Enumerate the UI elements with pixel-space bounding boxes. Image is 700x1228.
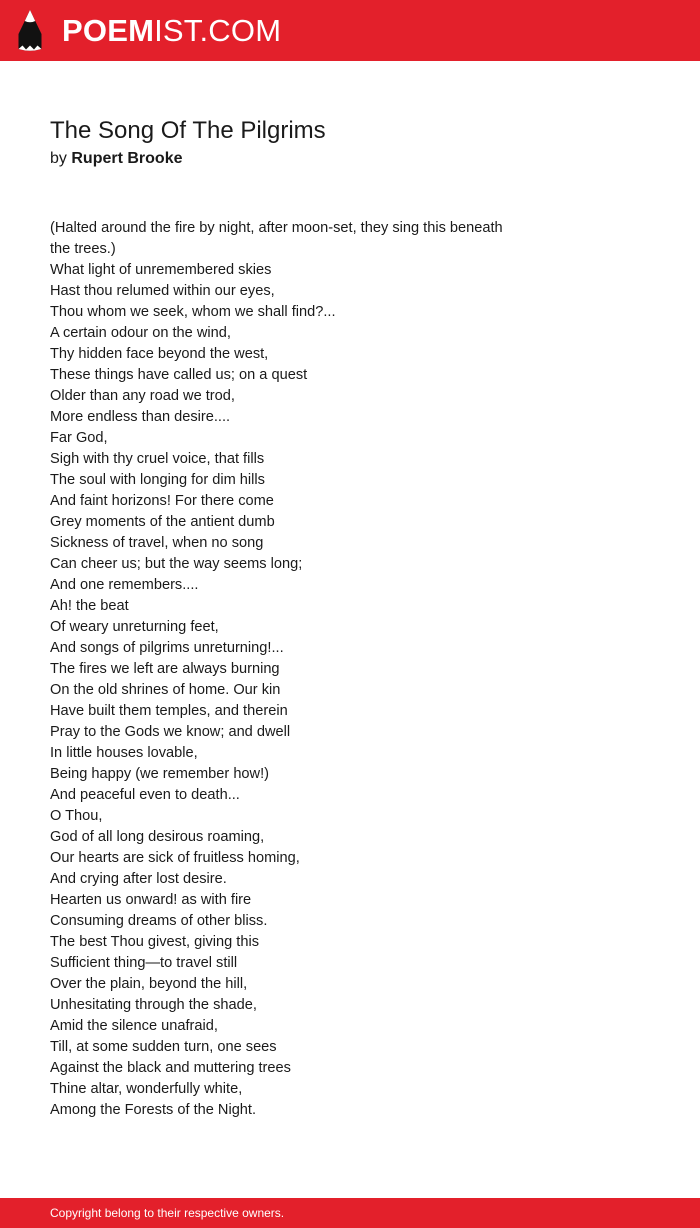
poem-line: Among the Forests of the Night. — [50, 1102, 257, 1118]
poem-line: And one remembers.... — [50, 577, 199, 593]
poem-line: The soul with longing for dim hills — [50, 472, 265, 488]
poem-line: And crying after lost desire. — [50, 871, 227, 887]
poem-line: Our hearts are sick of fruitless homing, — [50, 850, 300, 866]
poem-line: Older than any road we trod, — [50, 388, 235, 404]
site-logo[interactable] — [17, 9, 281, 52]
poem-line: Amid the silence unafraid, — [50, 1018, 218, 1034]
logo-text-bold: POEM — [62, 13, 155, 48]
header-bar — [0, 0, 700, 61]
poem-line: Thine altar, wonderfully white, — [50, 1081, 243, 1097]
poem-line: And peaceful even to death... — [50, 787, 240, 803]
poem-line: Thy hidden face beyond the west, — [50, 346, 269, 362]
poem-line: Sickness of travel, when no song — [50, 535, 264, 551]
poem-line: And songs of pilgrims unreturning!... — [50, 640, 284, 656]
logo-wordmark — [62, 9, 281, 52]
poem-line: In little houses lovable, — [50, 745, 198, 761]
poem-line: Hast thou relumed within our eyes, — [50, 283, 275, 299]
copyright-text: Copyright belong to their respective owners. — [50, 1206, 285, 1220]
poem-line: Sigh with thy cruel voice, that fills — [50, 451, 265, 467]
poem-line: O Thou, — [50, 808, 103, 824]
poem-line: Against the black and muttering trees — [50, 1060, 291, 1076]
poem-title: The Song Of The Pilgrims — [50, 117, 326, 144]
footer-bar — [0, 1198, 700, 1228]
poem-line: Till, at some sudden turn, one sees — [50, 1039, 277, 1055]
poem-line: Being happy (we remember how!) — [50, 766, 270, 782]
poem-line: What light of unremembered skies — [50, 262, 272, 278]
poem-line: Consuming dreams of other bliss. — [50, 913, 268, 929]
poem-line: These things have called us; on a quest — [50, 367, 308, 383]
pencil-tip-icon — [17, 9, 43, 52]
logo-text-light: IST.COM — [154, 13, 282, 48]
poem-line: The fires we left are always burning — [50, 661, 280, 677]
poem-line: God of all long desirous roaming, — [50, 829, 265, 845]
poem-line: Ah! the beat — [50, 598, 129, 614]
poem-line: Can cheer us; but the way seems long; — [50, 556, 303, 572]
poem-line: Hearten us onward! as with fire — [50, 892, 252, 908]
poem-line: And faint horizons! For there come — [50, 493, 274, 509]
poem-line: (Halted around the fire by night, after moon-set, they sing this beneath — [50, 220, 503, 236]
poem-line: Far God, — [50, 430, 108, 446]
poem-line: Unhesitating through the shade, — [50, 997, 257, 1013]
poem-line: More endless than desire.... — [50, 409, 231, 425]
poem-line: Have built them temples, and therein — [50, 703, 288, 719]
by-label: by — [50, 150, 67, 167]
poem-line: The best Thou givest, giving this — [50, 934, 260, 950]
poem-line: Thou whom we seek, whom we shall find?... — [50, 304, 336, 320]
poem-body — [50, 218, 550, 1121]
poem-line: Of weary unreturning feet, — [50, 619, 219, 635]
poem-line: Sufficient thing—to travel still — [50, 955, 238, 971]
poem-line: Pray to the Gods we know; and dwell — [50, 724, 291, 740]
poem-line: A certain odour on the wind, — [50, 325, 231, 341]
poem-line: the trees.) — [50, 241, 116, 257]
author-name: Rupert Brooke — [71, 150, 183, 167]
poem-line: On the old shrines of home. Our kin — [50, 682, 281, 698]
poem-line: Grey moments of the antient dumb — [50, 514, 275, 530]
byline — [50, 148, 182, 170]
poem-line: Over the plain, beyond the hill, — [50, 976, 248, 992]
